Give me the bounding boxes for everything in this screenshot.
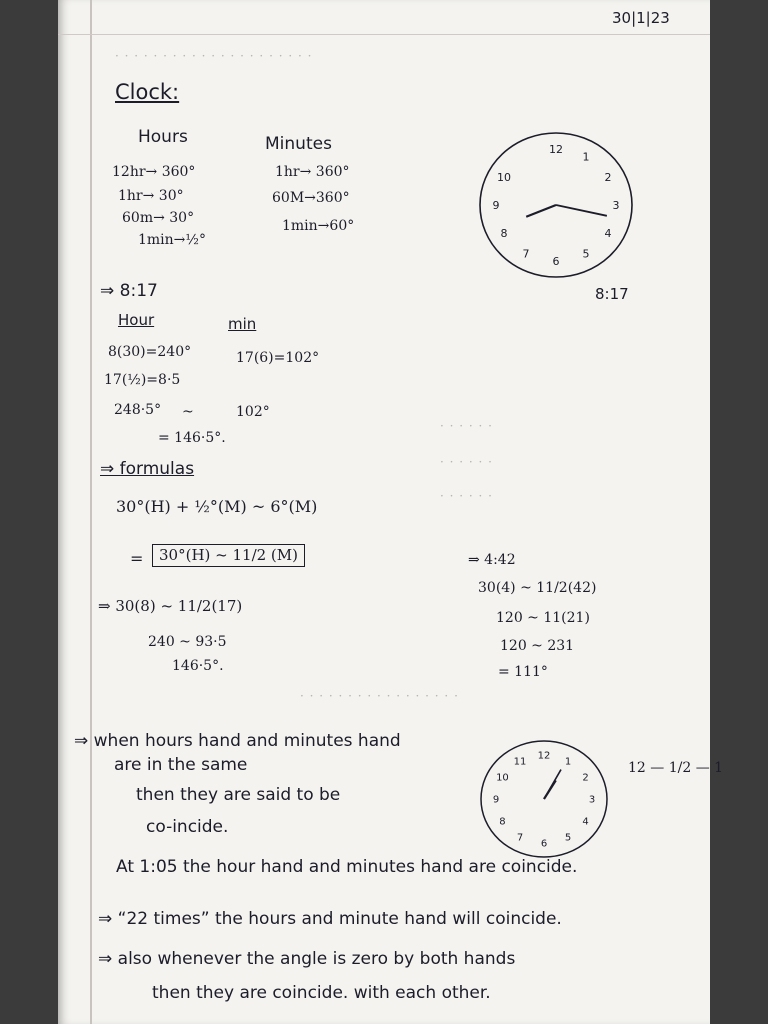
minutes-line: 1min→60° <box>282 218 355 234</box>
hours-line: 12hr→ 360° <box>112 164 196 180</box>
calc-line: 17(½)=8·5 <box>104 372 181 388</box>
note-line: At 1:05 the hour hand and minutes hand are coincide. <box>116 857 578 877</box>
calc-line: 17(6)=102° <box>236 350 320 366</box>
calc-result: = 146·5°. <box>158 430 226 446</box>
note-line: ⇒ “22 times” the hours and minute hand will coincide. <box>98 909 562 929</box>
clock-number: 10 <box>497 170 512 184</box>
clock-number: 7 <box>516 832 524 844</box>
clock-number: 6 <box>540 838 548 850</box>
bleed-through-text: · · · · · · · · · · · · · · · · · · · · · <box>115 49 313 63</box>
approx-sign: ~ <box>182 404 194 420</box>
clock-drawing-8-17 <box>477 130 635 280</box>
calc-line: 248·5° <box>114 402 162 418</box>
hours-line: 1min→½° <box>138 232 206 248</box>
clock-number: 5 <box>582 247 590 261</box>
clock-number: 10 <box>496 772 509 784</box>
note-line: then they are coincide. with each other. <box>152 983 491 1003</box>
hour-label: Hour <box>118 311 155 329</box>
calc-line: 102° <box>236 404 270 420</box>
clock-number: 9 <box>492 794 500 806</box>
clock-number: 1 <box>582 150 590 164</box>
clock2-note: 12 — 1/2 — 1 <box>628 760 724 776</box>
example3-line: 120 ~ 231 <box>500 638 575 654</box>
note-line: co-incide. <box>146 817 229 837</box>
clock-number: 7 <box>522 247 530 261</box>
example-time: ⇒ 8:17 <box>100 281 158 301</box>
hours-line: 60m→ 30° <box>122 210 195 226</box>
bleed-through-text: · · · · · · <box>440 419 493 433</box>
example3-line: = 111° <box>498 664 548 680</box>
clock-number: 8 <box>499 816 506 828</box>
clock-number: 12 <box>549 142 563 156</box>
formula-label: ⇒ formulas <box>100 459 195 479</box>
min-label: min <box>228 315 257 333</box>
note-line: are in the same <box>114 755 248 775</box>
clock-number: 6 <box>552 254 560 268</box>
formula-line: 30°(H) + ½°(M) ~ 6°(M) <box>116 497 318 516</box>
minute-hand <box>544 770 561 799</box>
bleed-through-text: · · · · · · · · · · · · · · · · · <box>300 689 459 703</box>
minutes-line: 60M→360° <box>272 190 350 206</box>
clock-number: 2 <box>604 170 612 184</box>
clock-number: 8 <box>500 226 508 240</box>
example3-line: ⇒ 4:42 <box>468 552 516 568</box>
clock-number: 4 <box>582 816 589 828</box>
minutes-line: 1hr→ 360° <box>275 164 350 180</box>
clock-number: 3 <box>612 198 620 212</box>
minute-hand <box>556 205 607 216</box>
margin-line <box>90 0 92 1024</box>
example2-line: 146·5°. <box>172 658 224 674</box>
clock-number: 11 <box>513 756 527 768</box>
clock-number: 12 <box>537 750 551 762</box>
example2-line: ⇒ 30(8) ~ 11/2(17) <box>98 597 243 615</box>
clock-number: 4 <box>604 226 612 240</box>
note-line: then they are said to be <box>136 785 341 805</box>
clock-number: 1 <box>564 756 572 768</box>
example3-line: 30(4) ~ 11/2(42) <box>478 580 597 596</box>
bleed-through-text: · · · · · · <box>440 455 493 469</box>
top-rule <box>58 34 710 35</box>
clock-number: 2 <box>582 772 589 784</box>
hours-line: 1hr→ 30° <box>118 188 184 204</box>
minutes-title: Minutes <box>265 134 332 154</box>
clock-number: 5 <box>564 832 572 844</box>
page-heading: Clock: <box>115 80 180 104</box>
calc-line: 8(30)=240° <box>108 344 192 360</box>
example2-line: 240 ~ 93·5 <box>148 634 227 650</box>
hours-title: Hours <box>138 127 188 147</box>
example3-line: 120 ~ 11(21) <box>496 610 590 626</box>
note-line: ⇒ also whenever the angle is zero by both hands <box>98 949 516 969</box>
clock-drawing-coincide <box>478 738 610 860</box>
clock1-time-label: 8:17 <box>595 285 629 303</box>
clock-number: 3 <box>588 794 596 806</box>
hour-hand <box>526 205 556 217</box>
clock-number: 9 <box>492 198 500 212</box>
boxed-formula: 30°(H) ~ 11/2 (M) <box>152 544 305 567</box>
bleed-through-text: · · · · · · <box>440 489 493 503</box>
note-line: ⇒ when hours hand and minutes hand <box>74 731 401 751</box>
formula-equals: = <box>130 549 144 568</box>
page-date: 30|1|23 <box>612 9 670 27</box>
